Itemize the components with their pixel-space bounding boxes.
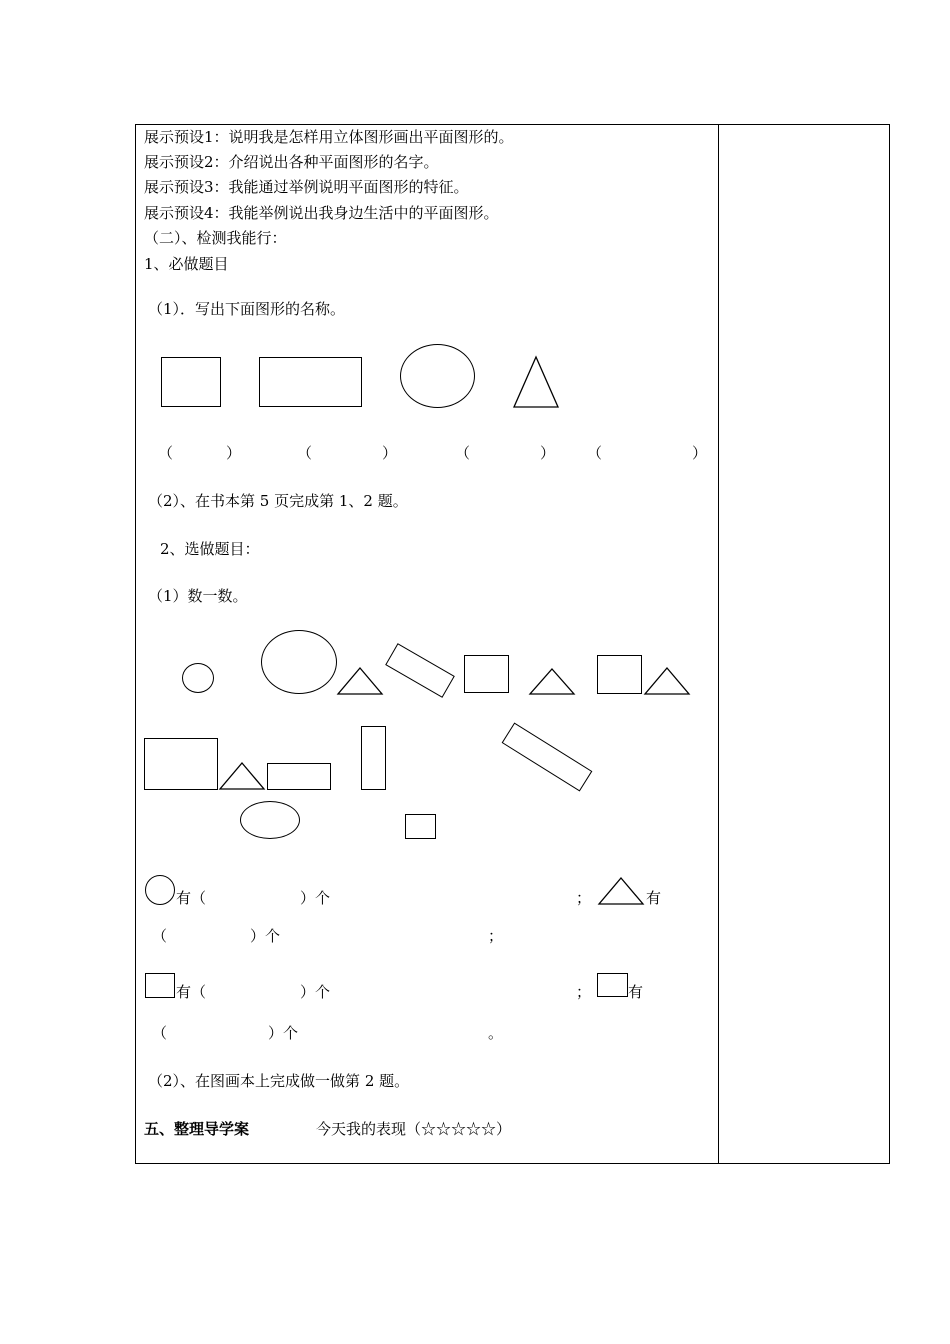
rectangle-count-suffix: ）个 — [268, 1024, 299, 1042]
triangle-shape — [337, 667, 383, 695]
rectangle-shape — [259, 357, 362, 407]
blank-close-3: ） — [540, 444, 556, 462]
blank-close-4: ） — [692, 444, 708, 462]
section-check-heading: （二）、检测我能行： — [144, 229, 287, 247]
square-shape — [405, 814, 436, 839]
circle-shape — [240, 801, 300, 839]
blank-close-2: ） — [382, 444, 398, 462]
triangle-shape — [644, 667, 690, 695]
required-q1: （1）．写出下面图形的名称。 — [148, 300, 346, 318]
preset-4: 展示预设4：我能举例说出我身边生活中的平面图形。 — [144, 204, 499, 222]
separator: ； — [576, 889, 592, 907]
circle-shape — [261, 630, 337, 694]
blank-close-1: ） — [226, 444, 242, 462]
separator: ； — [576, 983, 592, 1001]
square-count-prefix: 有（ — [176, 983, 207, 1001]
optional-q1: （1）数一数。 — [148, 587, 248, 605]
period: 。 — [488, 1024, 504, 1042]
optional-title: 2、选做题目： — [160, 540, 260, 558]
circle-count-suffix: ）个 — [300, 889, 331, 907]
summary-title: 五、整理导学案 — [144, 1120, 250, 1138]
triangle-count-prefix: 有 — [646, 889, 662, 907]
preset-2: 展示预设2：介绍说出各种平面图形的名字。 — [144, 153, 439, 171]
square-shape — [597, 655, 642, 694]
blank-open-3: （ — [455, 444, 471, 462]
square-legend-icon — [145, 973, 175, 998]
triangle-shape — [219, 762, 265, 790]
rectangle-legend-icon — [597, 973, 628, 997]
performance-rating: 今天我的表现（☆☆☆☆☆） — [316, 1120, 512, 1138]
triangle-count-open: （ — [152, 927, 168, 945]
preset-3: 展示预设3：我能通过举例说明平面图形的特征。 — [144, 178, 469, 196]
rectangle-shape — [267, 763, 331, 790]
circle-shape — [182, 663, 214, 693]
separator: ； — [488, 927, 504, 945]
rectangle-shape — [361, 726, 386, 790]
preset-1: 展示预设1：说明我是怎样用立体图形画出平面图形的。 — [144, 128, 514, 146]
lesson-table — [135, 124, 890, 1164]
blank-open-1: （ — [158, 444, 174, 462]
required-title: 1、必做题目 — [144, 255, 229, 273]
rectangle-count-open: （ — [152, 1024, 168, 1042]
required-q2: （2）、在书本第 5 页完成第 1、2 题。 — [148, 492, 408, 510]
circle-legend-icon — [145, 875, 175, 905]
circle-count-prefix: 有（ — [176, 889, 207, 907]
triangle-legend-icon — [598, 877, 644, 905]
column-divider — [718, 125, 719, 1163]
square-shape — [161, 357, 221, 407]
square-shape — [464, 655, 509, 693]
triangle-shape — [513, 356, 559, 408]
blank-open-4: （ — [587, 444, 603, 462]
square-count-suffix: ）个 — [300, 983, 331, 1001]
circle-shape — [400, 344, 475, 408]
optional-q2: （2）、在图画本上完成做一做第 2 题。 — [148, 1072, 410, 1090]
blank-open-2: （ — [297, 444, 313, 462]
triangle-count-suffix: ）个 — [250, 927, 281, 945]
rectangle-count-prefix: 有 — [628, 983, 644, 1001]
triangle-shape — [529, 668, 575, 695]
rectangle-shape — [144, 738, 218, 790]
